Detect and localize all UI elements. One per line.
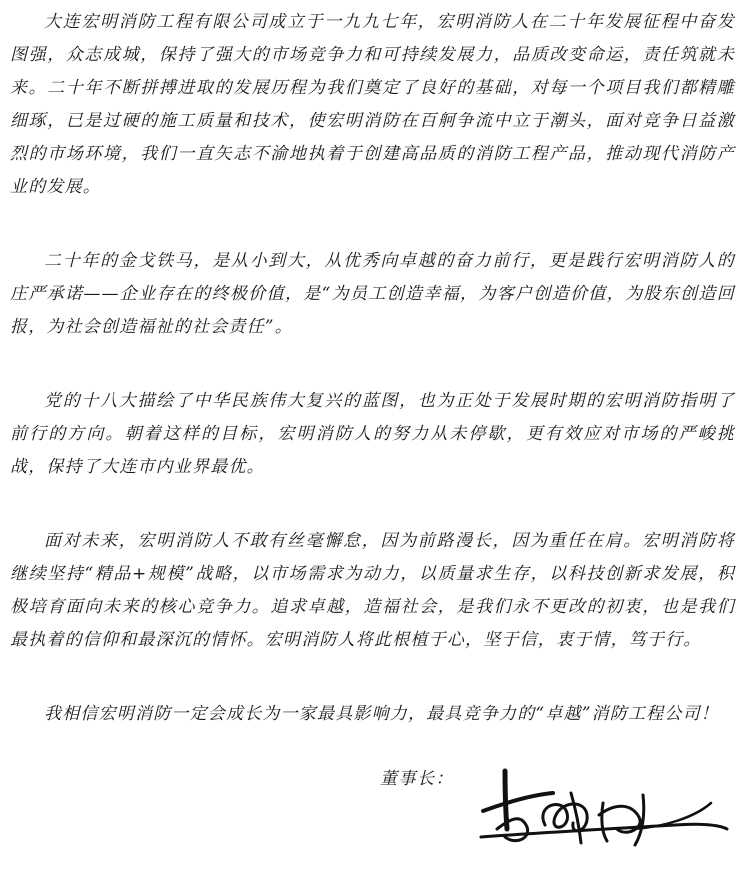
paragraph-1: 大连宏明消防工程有限公司成立于一九九七年，宏明消防人在二十年发展征程中奋发图强，众志成城，保持了强大的市场竞争力和可持续发展力，品质改变命运，责任筑就未来。二十年不断拼搏进取的发展历程为我们奠定了良好的基础，对每一个项目我们都精雕细琢，已是过硬的施工质量和技术，使宏明消防在百舸争流中立于潮头，面对竞争日益激烈的市场环境，我们一直矢志不渝地执着于创建高品质的消防工程产品，推动现代消防产业的发展。 [10,12,735,197]
signature-block [380,763,740,863]
paragraph-4: 面对未来，宏明消防人不敢有丝毫懈怠，因为前路漫长，因为重任在肩。宏明消防将继续坚持“精品+规模”战略，以市场需求为动力，以质量求生存，以科技创新求发展，积极培育面向未来的核心竞争力。追求卓越，造福社会，是我们永不更改的初衷，也是我们最执着的信仰和最深沉的情怀。宏明消防人将此根植于心，坚于信，衷于情，笃于行。 [10,531,735,650]
paragraph-5: 我相信宏明消防一定会成长为一家最具影响力，最具竞争力的“卓越”消防工程公司！ [44,704,719,724]
chairman-label: 董事长： [380,769,454,789]
handwritten-signature [475,733,735,863]
paragraph-3: 党的十八大描绘了中华民族伟大复兴的蓝图，也为正处于发展时期的宏明消防指明了前行的方向。朝着这样的目标，宏明消防人的努力从未停歇，更有效应对市场的严峻挑战，保持了大连市内业界最优。 [10,391,735,477]
paragraph-2: 二十年的金戈铁马，是从小到大，从优秀向卓越的奋力前行，更是践行宏明消防人的庄严承诺——企业存在的终极价值，是“为员工创造幸福，为客户创造价值，为股东创造回报，为社会创造福祉的社会责任”。 [10,251,735,337]
letter-body [10,6,735,772]
